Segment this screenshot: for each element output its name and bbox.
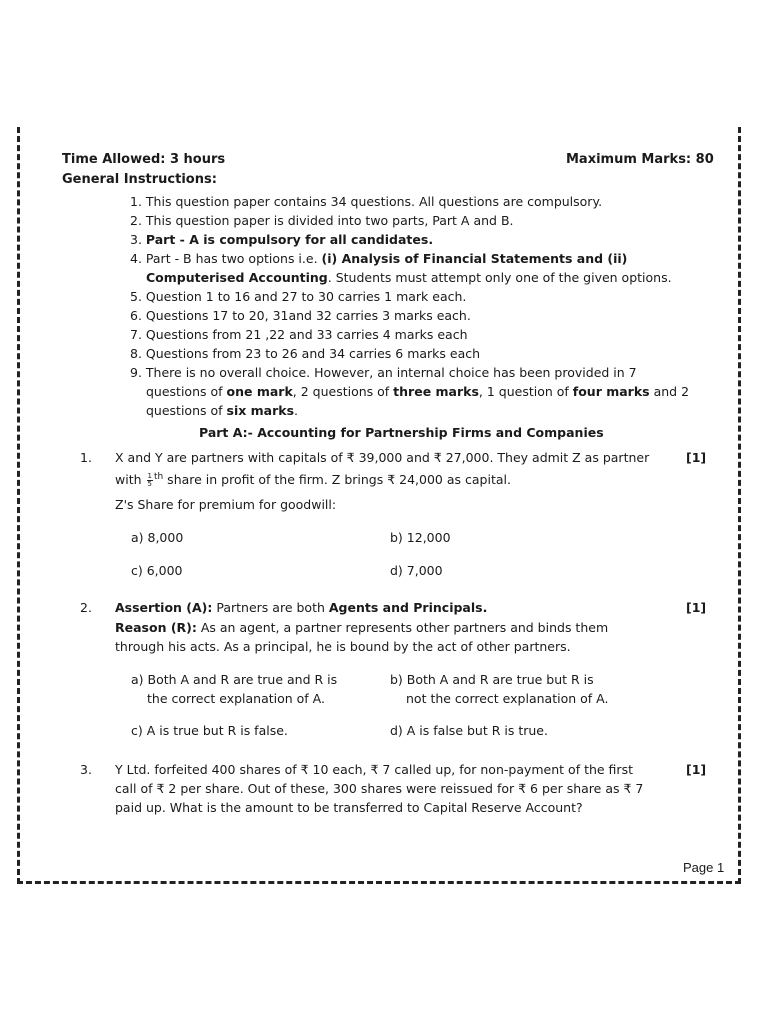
option-a: a) 8,000 <box>131 530 184 545</box>
instruction-item: 8. Questions from 23 to 26 and 34 carries 6 marks each <box>130 346 481 361</box>
question-marks: [1] <box>686 762 707 777</box>
instruction-item-continued: Computerised Accounting. Students must attempt only one of the given options. <box>146 270 672 285</box>
maximum-marks: Maximum Marks: 80 <box>566 152 714 167</box>
question-text-line: call of ₹ 2 per share. Out of these, 300 shares were reissued for ₹ 6 per share as ₹ 7 <box>115 781 644 796</box>
instruction-item: 6. Questions 17 to 20, 31and 32 carries 3 marks each. <box>130 308 471 323</box>
instruction-item: 9. There is no overall choice. However, an internal choice has been provided in 7 <box>130 365 637 380</box>
instruction-item: 3. Part - A is compulsory for all candidates. <box>130 232 434 247</box>
page-border-left <box>17 127 20 884</box>
option-b-line: not the correct explanation of A. <box>406 691 609 706</box>
option-c: c) 6,000 <box>131 563 183 578</box>
option-d: d) A is false but R is true. <box>390 723 548 738</box>
time-allowed: Time Allowed: 3 hours <box>62 152 226 167</box>
question-text-line: paid up. What is the amount to be transferred to Capital Reserve Account? <box>115 800 583 815</box>
question-number: 3. <box>80 762 92 777</box>
general-instructions-heading: General Instructions: <box>62 172 217 187</box>
instruction-item: 1. This question paper contains 34 questions. All questions are compulsory. <box>130 194 603 209</box>
reason-text-line: through his acts. As a principal, he is bound by the act of other partners. <box>115 639 571 654</box>
reason-text: Reason (R): As an agent, a partner represents other partners and binds them <box>115 620 609 635</box>
option-b: b) Both A and R are true but R is <box>390 672 594 687</box>
question-text-line: with $\frac{1}{5}$ $^{th}$ share in profit of the firm. Z brings ₹ 24,000 as capital. <box>115 472 511 489</box>
question-text: X and Y are partners with capitals of ₹ 39,000 and ₹ 27,000. They admit Z as partner <box>115 450 650 465</box>
page-number: Page 1 <box>683 860 725 875</box>
question-marks: [1] <box>686 600 707 615</box>
part-a-title: Part A:- Accounting for Partnership Firms and Companies <box>199 425 604 440</box>
fraction: $\frac{1}{5}$ <box>147 472 152 489</box>
question-number: 2. <box>80 600 92 615</box>
page-border-bottom <box>17 881 741 884</box>
option-a-line: the correct explanation of A. <box>147 691 325 706</box>
option-b: b) 12,000 <box>390 530 451 545</box>
question-text-line: Z's Share for premium for goodwill: <box>115 497 337 512</box>
instruction-item-continued: questions of six marks. <box>146 403 299 418</box>
instruction-item: 7. Questions from 21 ,22 and 33 carries 4 marks each <box>130 327 468 342</box>
option-c: c) A is true but R is false. <box>131 723 288 738</box>
question-text: Y Ltd. forfeited 400 shares of ₹ 10 each, ₹ 7 called up, for non-payment of the first <box>115 762 633 777</box>
instruction-item: 4. Part - B has two options i.e. (i) Analysis of Financial Statements and (ii) <box>130 251 628 266</box>
option-d: d) 7,000 <box>390 563 443 578</box>
page-border-right <box>738 127 741 884</box>
option-a: a) Both A and R are true and R is <box>131 672 338 687</box>
assertion-text: Assertion (A): Partners are both Agents and Principals. <box>115 600 488 615</box>
instruction-item-continued: questions of one mark, 2 questions of three marks, 1 question of four marks and 2 <box>146 384 690 399</box>
question-number: 1. <box>80 450 92 465</box>
instruction-item: 5. Question 1 to 16 and 27 to 30 carries 1 mark each. <box>130 289 467 304</box>
question-marks: [1] <box>686 450 707 465</box>
instruction-item: 2. This question paper is divided into two parts, Part A and B. <box>130 213 514 228</box>
